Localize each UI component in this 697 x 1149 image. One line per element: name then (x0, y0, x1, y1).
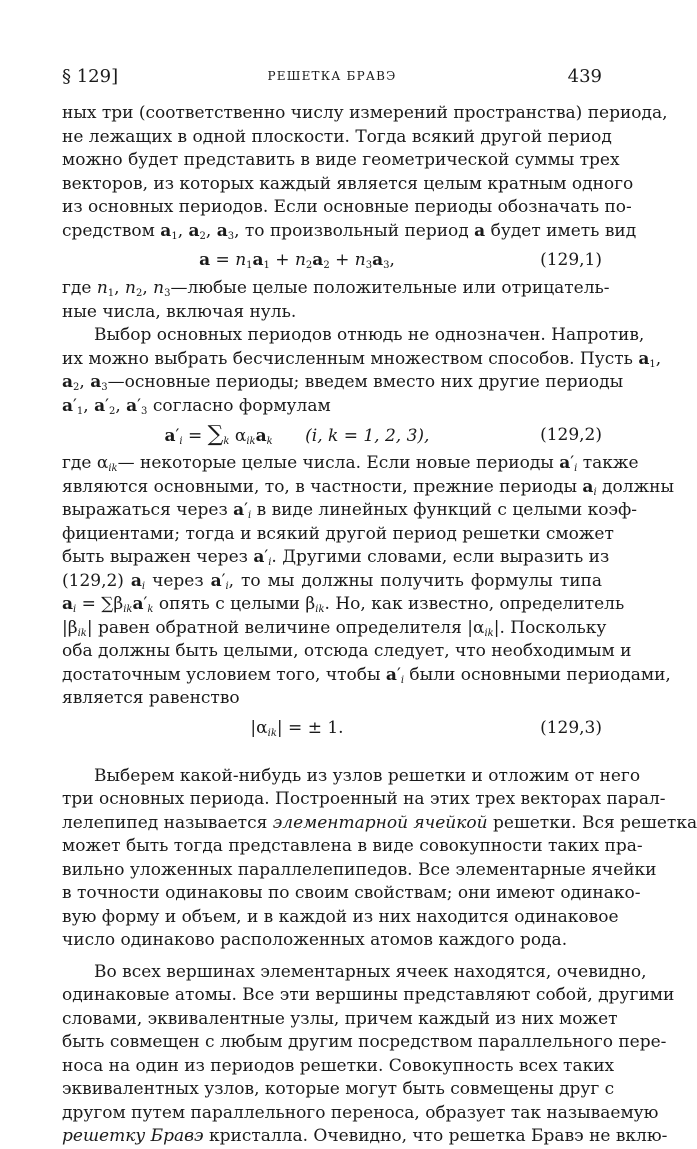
text-line: носа на один из периодов решетки. Совокупность всех таких (62, 1055, 615, 1076)
text-line: средством $a_1$, $a_2$, $a_3$, то произвольный период a будет иметь вид (62, 220, 637, 242)
text-line: является равенство (62, 688, 240, 708)
text-line: Выбор основных периодов отнюдь не однозначен. Напротив, (94, 325, 645, 345)
text-line: решетку Бравэ кристалла. Очевидно, что решетка Бравэ не вклю- (62, 1126, 668, 1146)
equation-129-3 (62, 711, 602, 745)
equation-formula: $a = n_1a_1 + n_2a_2 + n_3a_3$, (199, 250, 395, 271)
text-line: Выберем какой-нибудь из узлов решетки и отложим от него (94, 765, 641, 786)
section-number: § 129] (62, 66, 119, 87)
text-line: вую форму и объем, и в каждой из них находится одинаковое (62, 906, 619, 927)
text-line: другом путем параллельного переноса, образует так называемую (62, 1102, 659, 1123)
equation-number: (129,2) (540, 425, 602, 445)
text-line: $a'_1$, $a'_2$, $a'_3$ согласно формулам (62, 395, 331, 417)
equation-129-2 (62, 418, 602, 452)
text-line: векторов, из которых каждый является целым кратным одного (62, 173, 634, 194)
text-line: $a_2$, $a_3—основные$ периоды; введем вместо них другие периоды (62, 372, 624, 393)
text-line: где $n_1$, $n_2$, $n_3—любые$ целые положительные или отрицатель- (62, 278, 610, 299)
equation-rhs: = ± 1. (288, 717, 344, 738)
page-body (62, 102, 697, 1149)
text-line: достаточным условием того, чтобы $a'_i$ были основными периодами, (62, 664, 671, 686)
equation-formula: $a'_i = \sum_k$ $\alpha_{ik}a_k$ (i, k = 1, 2, 3), (164, 422, 430, 447)
text-line: одинаковые атомы. Все эти вершины представляют собой, другими (62, 985, 675, 1005)
text-line: $a_i = \sum\beta_{ik}a'_k$ опять с целыми $\beta_{ik}$. Но, как известно, определитель (62, 594, 625, 615)
text-line: фициентами; тогда и всякий другой период решетки сможет (62, 523, 614, 544)
text-line: Во всех вершинах элементарных ячеек находятся, очевидно, (94, 961, 647, 982)
text-line: вильно уложенных параллелепипедов. Все элементарные ячейки (62, 859, 657, 880)
text-line: в точности одинаковы по своим свойствам; они имеют одинако- (62, 883, 641, 903)
equation-condition: (i, k = 1, 2, 3), (305, 426, 430, 446)
text-line: словами, эквивалентные узлы, причем каждый из них может (62, 1008, 618, 1029)
text-line: быть выражен через $a'_i$. Другими словами, если выразить из (62, 547, 610, 568)
text-line: может быть тогда представлена в виде совокупности таких пра- (62, 836, 643, 856)
text-line: $|\beta_{ik}|$ равен обратной величине определителя $|\alpha_{ik}|$. Поскольку (62, 617, 607, 639)
text-line: три основных периода. Построенный на этих трех векторах парал- (62, 789, 666, 809)
text-line: (129,2) $a_i$ через $a'_i$, то мы должны получить формулы типа (62, 570, 602, 592)
text-line: ных три (соответственно числу измерений пространства) периода, (62, 103, 668, 123)
text-line: быть совмещен с любым другим посредством параллельного пере- (62, 1032, 667, 1052)
text-line: из основных периодов. Если основные периоды обозначать по- (62, 197, 632, 217)
text-line: ные числа, включая нуль. (62, 301, 297, 322)
text-line: являются основными, то, в частности, прежние периоды $a_i$ должны (62, 476, 675, 498)
running-title: РЕШЕТКА БРАВЭ (267, 69, 397, 83)
text-line: где $\alpha_{ik}—$ некоторые целые числа. Если новые периоды $a'_i$ также (62, 453, 639, 474)
page-number: 439 (567, 66, 602, 87)
equation-number: (129,1) (540, 250, 602, 270)
running-header (62, 66, 602, 90)
text-line: выражаться через $a'_i$ в виде линейных функций с целыми коэф- (62, 500, 638, 521)
text-line: оба должны быть целыми, отсюда следует, что необходимым и (62, 641, 632, 661)
equation-formula: $|\alpha_{ik}|$ = ± 1. (250, 717, 344, 739)
emphasis-term: элементарной ячейкой (272, 812, 488, 833)
equation-number: (129,3) (540, 717, 602, 738)
text-line: можно будет представить в виде геометрической суммы трех (62, 150, 620, 170)
text-line: не лежащих в одной плоскости. Тогда всякий другой период (62, 126, 612, 147)
emphasis-term: решетку Бравэ (62, 1126, 204, 1146)
equation-129-1 (62, 243, 602, 277)
text-line: их можно выбрать бесчисленным множеством способов. Пусть $a_1$, (62, 348, 662, 370)
text-line: эквивалентных узлов, которые могут быть совмещены друг с (62, 1079, 615, 1099)
text-line: число одинаково расположенных атомов каждого рода. (62, 930, 568, 950)
text-line: лелепипед называется элементарной ячейкой решетки. Вся решетка (62, 812, 697, 833)
